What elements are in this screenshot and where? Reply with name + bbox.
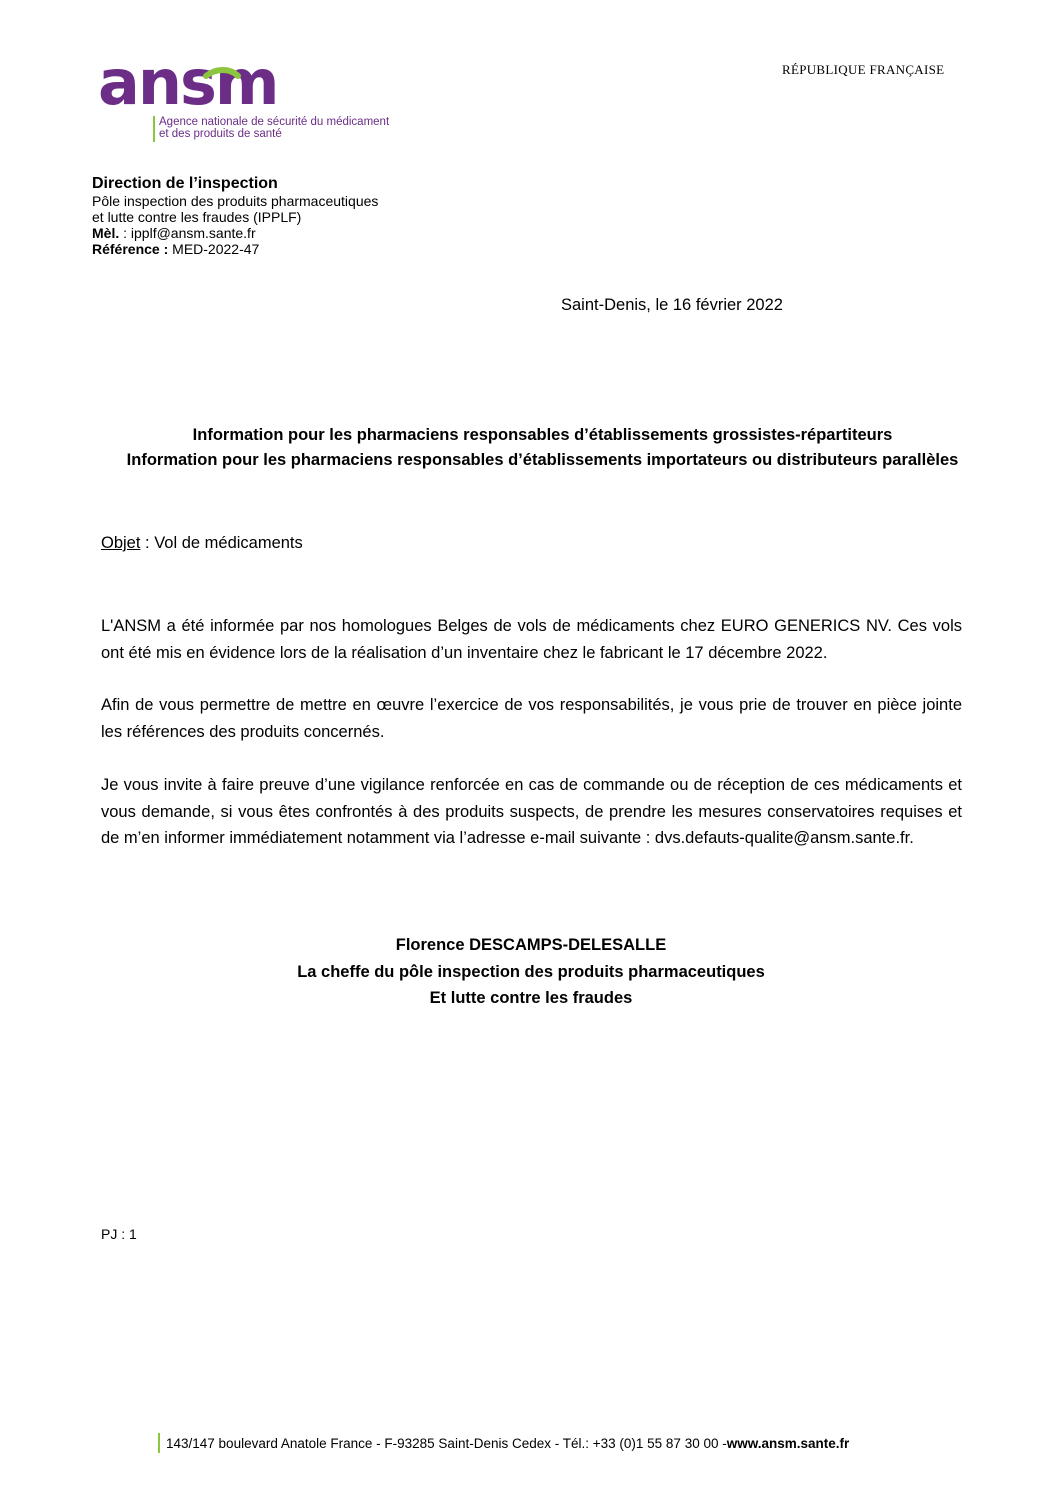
signatory-name: Florence DESCAMPS-DELESALLE [395,936,667,954]
footer-address: 143/147 boulevard Anatole France - F-93285 Saint-Denis Cedex - Tél.: +33 (0)1 55 87 30 00 - [166,1435,727,1451]
signature-block [131,932,931,1012]
logo-tagline-line1: Agence nationale de sécurité du médicament [159,116,390,128]
reference-value: MED-2022-47 [168,241,260,257]
logo-tagline [159,116,389,140]
footer [158,1433,849,1453]
direction-title: Direction de l’inspection [92,175,278,192]
ansm-wordmark [98,54,338,114]
pole-line2: et lutte contre les fraudes (IPPLF) [92,209,302,225]
sender-block [92,174,378,257]
subject-line2: Information pour les pharmaciens responsables d’établissements importateurs ou distributeurs parallèles [126,451,959,469]
signatory-role-line2: Et lutte contre les fraudes [429,989,633,1007]
reference-label: Référence : [92,241,169,257]
signatory-role-line1: La cheffe du pôle inspection des produits pharmaceutiques [297,962,765,981]
body-paragraph-1: L'ANSM a été informée par nos homologues Belges de vols de médicaments chez EURO GENERICS NV. Ces vols ont été mis en évidence lors de la réalisation d’un inventaire chez le fabricant le 17 décembre 2022. [101,617,962,662]
ansm-logo [98,54,408,150]
footer-divider [158,1433,160,1453]
pole-line1: Pôle inspection des produits pharmaceutiques [92,193,379,209]
objet-value: : Vol de médicaments [140,534,303,552]
body-paragraph-3: Je vous invite à faire preuve d’une vigilance renforcée en cas de commande ou de réception de ces médicaments et vous demande, si vous êtes confrontés à des produits suspects, de prendre les mesures conservatoires requises et de m’en informer immédiatement notamment via l’adresse e-mail suivante : dvs.defauts-qualite@ansm.sante.fr. [101,776,962,847]
letter-date: Saint-Denis, le 16 février 2022 [561,296,783,314]
footer-website-link[interactable]: www.ansm.sante.fr [726,1435,850,1451]
subject-line1: Information pour les pharmaciens responsables d’établissements grossistes-répartiteurs [192,426,893,444]
attachments-count: PJ : 1 [101,1226,137,1242]
objet-label: Objet [101,534,141,552]
logo-divider [153,116,155,142]
objet-line [101,534,303,553]
mel-line [92,225,378,241]
mel-label: Mèl. [92,225,120,241]
republique-francaise: RÉPUBLIQUE FRANÇAISE [782,62,945,77]
mel-value[interactable]: : ipplf@ansm.sante.fr [119,225,256,241]
body-paragraph-2: Afin de vous permettre de mettre en œuvre l’exercice de vos responsabilités, je vous prie de trouver en pièce jointe les références des produits concernés. [101,696,962,741]
reference-line [92,241,378,257]
logo-tagline-line2: et des produits de santé [159,128,282,140]
ansm-wordmark-text: ansm [98,54,278,114]
subject-block [60,423,1025,473]
